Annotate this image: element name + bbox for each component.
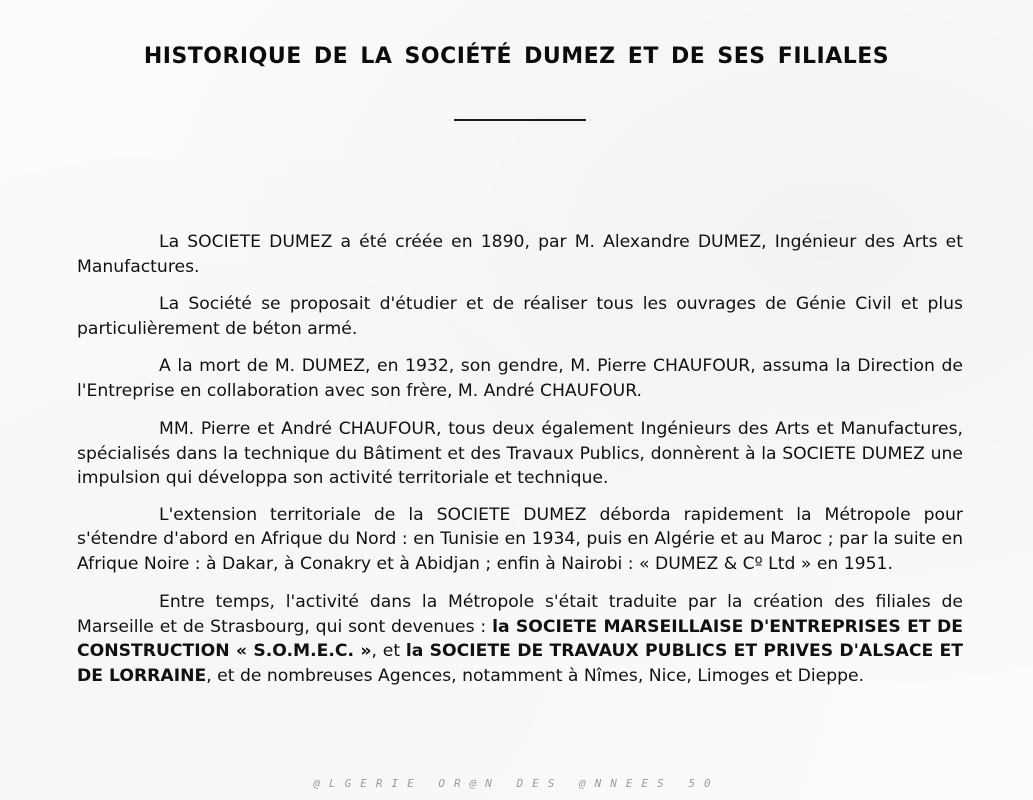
watermark-text: @LGERIE OR@N DES @NNEES 50 bbox=[313, 777, 720, 790]
subsidiaries-text-3: , et de nombreuses Agences, notamment à Nîmes, Nice, Limoges et Dieppe. bbox=[206, 665, 865, 686]
document-title: HISTORIQUE DE LA SOCIÉTÉ DUMEZ ET DE SES FILIALES bbox=[143, 44, 890, 69]
subsidiary-alsace-lorraine: la SOCIETE DE TRAVAUX PUBLICS ET PRIVES D'ALSACE ET DE LORRAINE bbox=[77, 641, 963, 686]
paragraph-territorial-extension: L'extension territoriale de la SOCIETE DUMEZ déborda rapidement la Métropole pour s'étendre d'abord en Afrique du Nord : en Tunisie en 1934, puis en Algérie et au Maroc ; par la suite en Afrique Noire : à Dakar, à Conakry et à Abidjan ; enfin à Nairobi : « DUMEZ & Cº Ltd » en 1951. bbox=[77, 504, 963, 574]
paragraph-founding: La SOCIETE DUMEZ a été créée en 1890, par M. Alexandre DUMEZ, Ingénieur des Arts et Manufactures. bbox=[77, 232, 963, 277]
paragraph-chaufour-brothers: MM. Pierre et André CHAUFOUR, tous deux également Ingénieurs des Arts et Manufactures, spécialisés dans la technique du Bâtiment et des Travaux Publics, donnèrent à la SOCIETE DUMEZ une impulsion qui développa son activité territoriale et technique. bbox=[77, 419, 963, 488]
paragraph-subsidiaries bbox=[77, 590, 963, 688]
paragraph-succession: A la mort de M. DUMEZ, en 1932, son gendre, M. Pierre CHAUFOUR, assuma la Direction de l'Entreprise en collaboration avec son frère, M. André CHAUFOUR. bbox=[77, 356, 963, 401]
title-underline bbox=[454, 119, 586, 121]
subsidiary-somec: la SOCIETE MARSEILLAISE D'ENTREPRISES ET DE CONSTRUCTION « S.O.M.E.C. » bbox=[77, 616, 963, 661]
document-body bbox=[77, 230, 963, 701]
subsidiaries-text-1: Entre temps, l'activité dans la Métropole s'était traduite par la création des filiales de Marseille et de Strasbourg, qui sont devenues : bbox=[77, 592, 963, 637]
subsidiaries-text-2: , et bbox=[371, 641, 406, 661]
paragraph-purpose: La Société se proposait d'étudier et de réaliser tous les ouvrages de Génie Civil et plus particulièrement de béton armé. bbox=[77, 294, 963, 339]
